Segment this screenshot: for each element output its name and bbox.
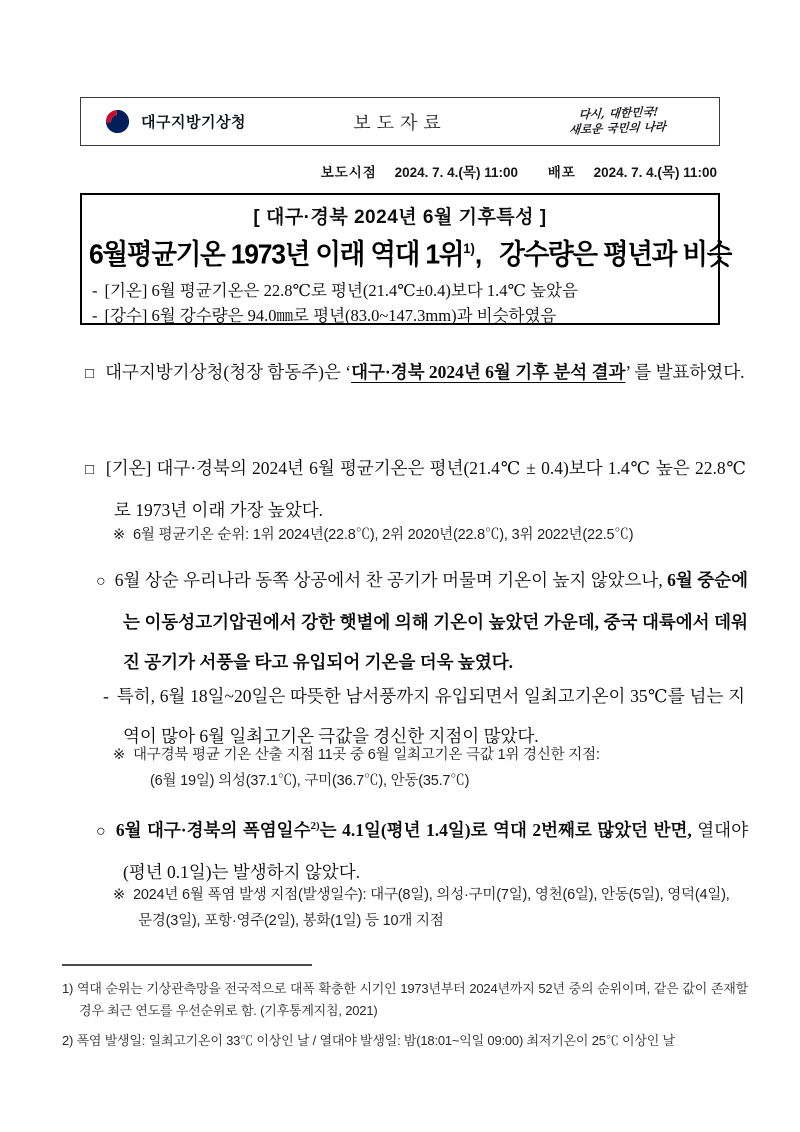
note-heatwave-stations bbox=[113, 882, 742, 934]
p4-text: 특히, 6월 18일~20일은 따뜻한 남서풍까지 유입되면서 일최고기온이 35℃를 넘는 지역이 많아 6월 일최고기온 극값을 경신한 지점이 많았다. bbox=[116, 686, 745, 746]
paragraph-cause bbox=[96, 560, 748, 682]
government-slogan bbox=[542, 103, 694, 138]
note-temperature-ranking bbox=[113, 522, 742, 548]
p5-normal: 열대야(평년 0.1일)는 발생하지 않았다. bbox=[123, 819, 748, 882]
dash-bullet: - bbox=[92, 306, 98, 325]
square-bullet: □ bbox=[85, 366, 95, 382]
p1-report-title: 대구·경북 2024년 6월 기후 분석 결과 bbox=[351, 362, 626, 382]
doc-type-title: 보도자료 bbox=[353, 112, 447, 133]
circle-bullet: ○ bbox=[96, 573, 106, 590]
p3-bold: 6월 중순에는 이동성고기압권에서 강한 햇볕에 의해 기온이 높았던 가운데, 중국 대륙에서 데워진 공기가 서풍을 타고 유입되어 기온을 더욱 높였다. bbox=[123, 570, 748, 672]
headline-main: 6월평균기온 1973년 이래 역대 1위 bbox=[89, 238, 464, 270]
paragraph-heatwave-days bbox=[96, 806, 748, 892]
p3-normal: 6월 상순 우리나라 동쪽 상공에서 찬 공기가 머물며 기온이 높지 않았으나, bbox=[114, 570, 668, 590]
summary-item-text: [강수] 6월 강수량은 94.0㎜로 평년(83.0~147.3mm)과 비슷하였음 bbox=[104, 306, 557, 325]
footnote-2: 2) 폭염 발생일: 일최고기온이 33℃ 이상인 날 / 열대야 발생일: 밤(18:01~익일 09:00) 최저기온이 25℃ 이상인 날 bbox=[62, 1033, 675, 1048]
reference-mark: ※ bbox=[113, 747, 125, 763]
note3-text: 2024년 6월 폭염 발생 지점(발생일수): 대구(8일), 의성·구미(7일), 영천(6일), 안동(5일), 영덕(4일), 문경(3일), 포항·영주(2일), 봉화(1일) 등 10개 지점 bbox=[132, 887, 730, 929]
paragraph-temperature bbox=[85, 448, 746, 530]
dash-bullet: - bbox=[92, 281, 98, 300]
p1-pre: 대구지방기상청(청장 함동주)은 ‘ bbox=[105, 362, 352, 382]
note2-line2: (6월 19일) 의성(37.1℃), 구미(36.7℃), 안동(35.7℃) bbox=[150, 773, 470, 789]
deploy-label: 배포 bbox=[547, 165, 576, 180]
summary-item-text: [기온] 6월 평균기온은 22.8℃로 평년(21.4℃±0.4)보다 1.4℃ 높았음 bbox=[104, 281, 578, 300]
release-time-value: 2024. 7. 4.(목) 11:00 bbox=[394, 165, 518, 180]
headline bbox=[89, 231, 732, 272]
p2-text: [기온] 대구·경북의 2024년 6월 평균기온은 평년(21.4℃ ± 0.4)보다 1.4℃ 높은 22.8℃로 1973년 이래 가장 높았다. bbox=[105, 458, 747, 520]
paragraph-announcement bbox=[85, 352, 746, 394]
square-bullet: □ bbox=[85, 462, 95, 478]
p5-bold-pre: 6월 대구·경북의 폭염일수 bbox=[115, 819, 311, 840]
dateline bbox=[321, 161, 717, 181]
footnote-1: 1) 역대 순위는 기상관측망을 전국적으로 대폭 확충한 시기인 1973년부터 2024년까지 52년 중의 순위이며, 같은 값이 존재할 경우 최근 연도를 우선순위로 함. (기후통계지침, 2021) bbox=[62, 981, 748, 1018]
note-record-stations bbox=[113, 742, 742, 794]
header-box bbox=[80, 97, 720, 146]
reference-mark: ※ bbox=[113, 887, 125, 903]
headline-footnote-ref: 1) bbox=[463, 240, 475, 257]
note1-text: 6월 평균기온 순위: 1위 2024년(22.8℃), 2위 2020년(22.8℃), 3위 2022년(22.5℃) bbox=[132, 527, 634, 543]
reference-mark: ※ bbox=[113, 527, 125, 543]
summary-item-precipitation bbox=[92, 303, 711, 328]
p5-footnote-ref: 2) bbox=[310, 820, 320, 832]
p5-bold-post: 는 4.1일(평년 1.4일)로 역대 2번째로 많았던 반면, bbox=[319, 819, 698, 840]
p1-post: ’ 를 발표하였다. bbox=[625, 362, 745, 382]
note2-line1: 대구경북 평균 기온 산출 지점 11곳 중 6월 일최고기온 극값 1위 경신한 지점: bbox=[132, 747, 600, 763]
footnote-divider bbox=[62, 964, 312, 966]
slogan-line1: 다시, 대한민국! bbox=[578, 104, 659, 122]
agency-name: 대구지방기상청 bbox=[141, 114, 246, 131]
deploy-value: 2024. 7. 4.(목) 11:00 bbox=[593, 165, 717, 180]
summary-item-temperature bbox=[92, 278, 711, 303]
circle-bullet: ○ bbox=[96, 822, 107, 840]
summary-list bbox=[89, 278, 711, 328]
dash-bullet: - bbox=[103, 686, 109, 706]
release-time-label: 보도시점 bbox=[320, 165, 377, 180]
headline-tail: , 강수량은 평년과 비슷 bbox=[474, 238, 732, 270]
report-category: [ 대구·경북 2024년 6월 기후특성 ] bbox=[253, 207, 547, 228]
slogan-line2: 새로운 국민의 나라 bbox=[568, 119, 667, 137]
title-box bbox=[80, 193, 732, 325]
